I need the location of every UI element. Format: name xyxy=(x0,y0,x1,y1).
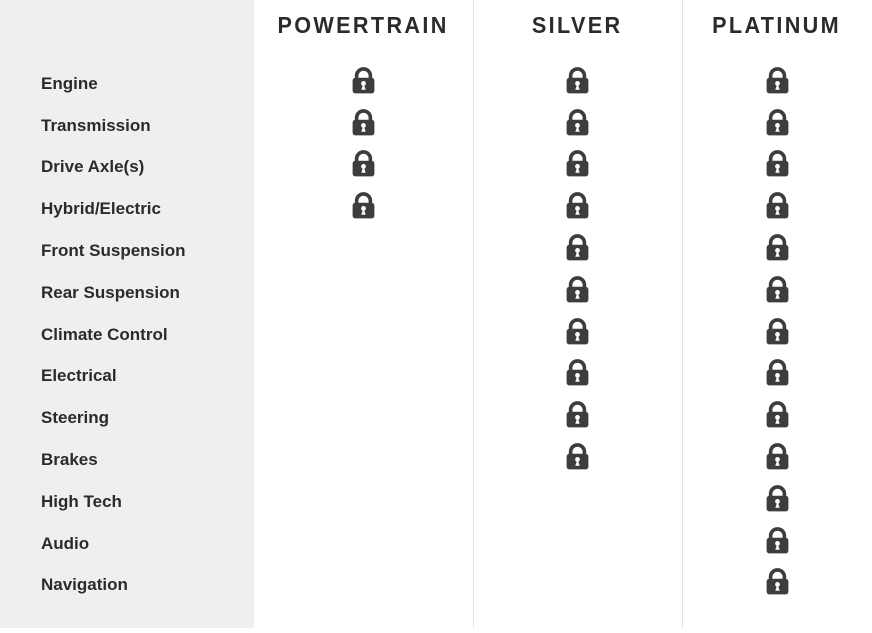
table-row-rear-suspension xyxy=(0,272,872,314)
table-row-climate-control xyxy=(0,314,872,356)
lock-icon xyxy=(766,149,789,177)
powertrain-cell xyxy=(254,317,473,345)
lock-icon xyxy=(566,358,589,386)
table-row-brakes xyxy=(0,439,872,481)
lock-icon xyxy=(566,108,589,136)
lock-icon xyxy=(566,275,589,303)
powertrain-cell xyxy=(254,149,473,177)
lock-icon xyxy=(766,191,789,219)
powertrain-cell xyxy=(254,108,473,136)
table-body xyxy=(0,63,872,606)
table-row-engine xyxy=(0,63,872,105)
table-row-hybrid-electric xyxy=(0,188,872,230)
row-label: Climate Control xyxy=(41,324,168,344)
lock-icon xyxy=(766,567,789,595)
silver-cell xyxy=(473,526,682,554)
platinum-cell xyxy=(682,358,872,386)
column-header-label: SILVER xyxy=(532,12,623,38)
column-header-powertrain xyxy=(254,0,473,63)
column-header-label: POWERTRAIN xyxy=(277,12,450,38)
silver-cell xyxy=(473,567,682,595)
table-row-drive-axle-s xyxy=(0,147,872,189)
lock-icon xyxy=(766,233,789,261)
row-label: Hybrid/Electric xyxy=(41,199,161,219)
lock-icon xyxy=(766,66,789,94)
platinum-cell xyxy=(682,275,872,303)
powertrain-cell xyxy=(254,400,473,428)
lock-icon xyxy=(566,149,589,177)
lock-icon xyxy=(766,442,789,470)
lock-icon xyxy=(566,400,589,428)
lock-icon xyxy=(566,66,589,94)
silver-cell xyxy=(473,108,682,136)
lock-icon xyxy=(566,442,589,470)
silver-cell xyxy=(473,66,682,94)
platinum-cell xyxy=(682,66,872,94)
silver-cell xyxy=(473,233,682,261)
row-label: Electrical xyxy=(41,366,117,386)
silver-cell xyxy=(473,358,682,386)
row-label: Steering xyxy=(41,408,110,428)
lock-icon xyxy=(352,191,375,219)
silver-cell xyxy=(473,317,682,345)
table-row-audio xyxy=(0,523,872,565)
row-label: Rear Suspension xyxy=(41,282,180,302)
silver-cell xyxy=(473,484,682,512)
silver-cell xyxy=(473,191,682,219)
row-label: Transmission xyxy=(41,115,151,135)
row-label: High Tech xyxy=(41,491,122,511)
lock-icon xyxy=(766,400,789,428)
platinum-cell xyxy=(682,108,872,136)
lock-icon xyxy=(352,149,375,177)
lock-icon xyxy=(766,358,789,386)
powertrain-cell xyxy=(254,66,473,94)
lock-icon xyxy=(566,317,589,345)
silver-cell xyxy=(473,400,682,428)
powertrain-cell xyxy=(254,191,473,219)
lock-icon xyxy=(566,233,589,261)
lock-icon xyxy=(352,108,375,136)
row-label: Brakes xyxy=(41,450,98,470)
platinum-cell xyxy=(682,526,872,554)
header-row xyxy=(0,0,872,63)
lock-icon xyxy=(766,484,789,512)
lock-icon xyxy=(352,66,375,94)
table-row-front-suspension xyxy=(0,230,872,272)
column-header-platinum xyxy=(682,0,872,63)
powertrain-cell xyxy=(254,567,473,595)
lock-icon xyxy=(766,526,789,554)
powertrain-cell xyxy=(254,358,473,386)
platinum-cell xyxy=(682,400,872,428)
table-row-steering xyxy=(0,397,872,439)
table-row-transmission xyxy=(0,105,872,147)
row-label: Navigation xyxy=(41,575,128,595)
powertrain-cell xyxy=(254,233,473,261)
powertrain-cell xyxy=(254,275,473,303)
lock-icon xyxy=(766,275,789,303)
platinum-cell xyxy=(682,149,872,177)
corner-spacer xyxy=(0,0,254,63)
row-label: Front Suspension xyxy=(41,241,186,261)
powertrain-cell xyxy=(254,526,473,554)
platinum-cell xyxy=(682,191,872,219)
row-label: Audio xyxy=(41,533,90,553)
table-row-electrical xyxy=(0,356,872,398)
platinum-cell xyxy=(682,317,872,345)
platinum-cell xyxy=(682,233,872,261)
platinum-cell xyxy=(682,442,872,470)
platinum-cell xyxy=(682,567,872,595)
table-row-high-tech xyxy=(0,481,872,523)
row-label: Engine xyxy=(41,73,98,93)
silver-cell xyxy=(473,149,682,177)
lock-icon xyxy=(766,108,789,136)
row-label: Drive Axle(s) xyxy=(41,157,145,177)
lock-icon xyxy=(566,191,589,219)
silver-cell xyxy=(473,442,682,470)
silver-cell xyxy=(473,275,682,303)
platinum-cell xyxy=(682,484,872,512)
powertrain-cell xyxy=(254,484,473,512)
lock-icon xyxy=(766,317,789,345)
table-row-navigation xyxy=(0,565,872,607)
powertrain-cell xyxy=(254,442,473,470)
column-header-label: PLATINUM xyxy=(712,12,842,38)
column-header-silver xyxy=(473,0,682,63)
